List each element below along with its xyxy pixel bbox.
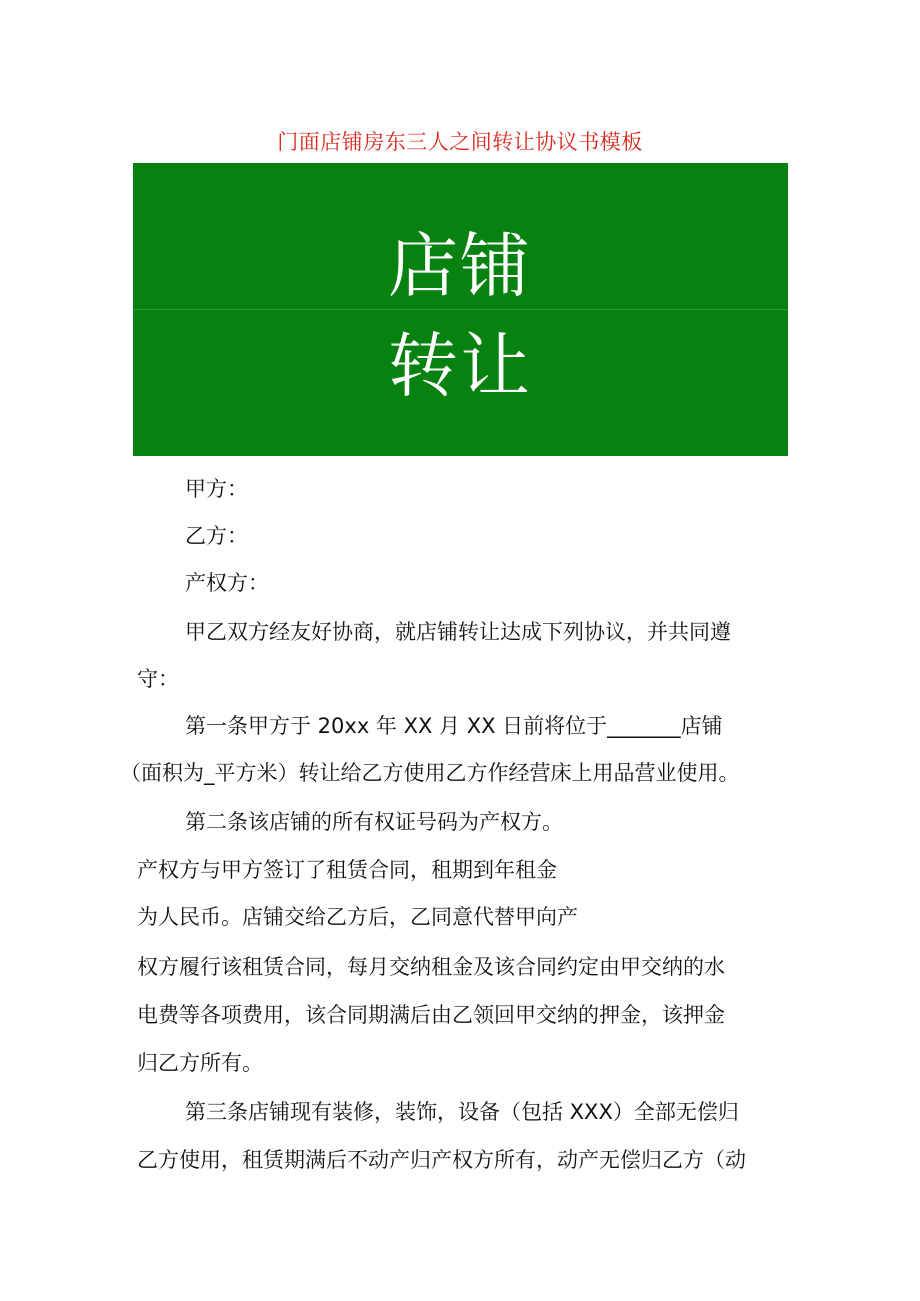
article-2-line-6: 归乙方所有。 <box>137 1051 263 1075</box>
banner-line-1: 店铺 <box>388 225 532 307</box>
article-1-line-2: （面积为_平方米）转让给乙方使用乙方作经营床上用品营业使用。 <box>120 761 740 785</box>
transfer-banner <box>133 163 788 456</box>
property-owner-label: 产权方： <box>185 571 269 595</box>
document-title: 门面店铺房东三人之间转让协议书模板 <box>277 130 643 154</box>
intro-line-1: 甲乙双方经友好协商，就店铺转让达成下列协议，并共同遵 <box>185 620 731 644</box>
banner-line-2: 转让 <box>388 325 532 407</box>
article-2-line-5: 电费等各项费用，该合同期满后由乙领回甲交纳的押金，该押金 <box>137 1003 725 1027</box>
article-3-line-2: 乙方使用，租赁期满后不动产归产权方所有，动产无偿归乙方（动 <box>137 1148 746 1172</box>
article-2-line-3: 为人民币。店铺交给乙方后，乙同意代替甲向产 <box>137 905 578 929</box>
intro-line-2: 守： <box>137 667 179 691</box>
article-2-line-1: 第二条该店铺的所有权证号码为产权方。 <box>185 810 563 834</box>
party-b-label: 乙方： <box>185 524 248 548</box>
article-1-line-1: 第一条甲方于 20xx 年 XX 月 XX 日前将位于_______店铺 <box>185 714 723 738</box>
party-a-label: 甲方： <box>185 477 248 501</box>
banner-divider <box>133 309 788 310</box>
article-2-line-2: 产权方与甲方签订了租赁合同，租期到年租金 <box>137 858 557 882</box>
article-2-line-4: 权方履行该租赁合同，每月交纳租金及该合同约定由甲交纳的水 <box>137 955 725 979</box>
article-3-line-1: 第三条店铺现有装修，装饰，设备（包括 XXX）全部无偿归 <box>185 1100 739 1124</box>
